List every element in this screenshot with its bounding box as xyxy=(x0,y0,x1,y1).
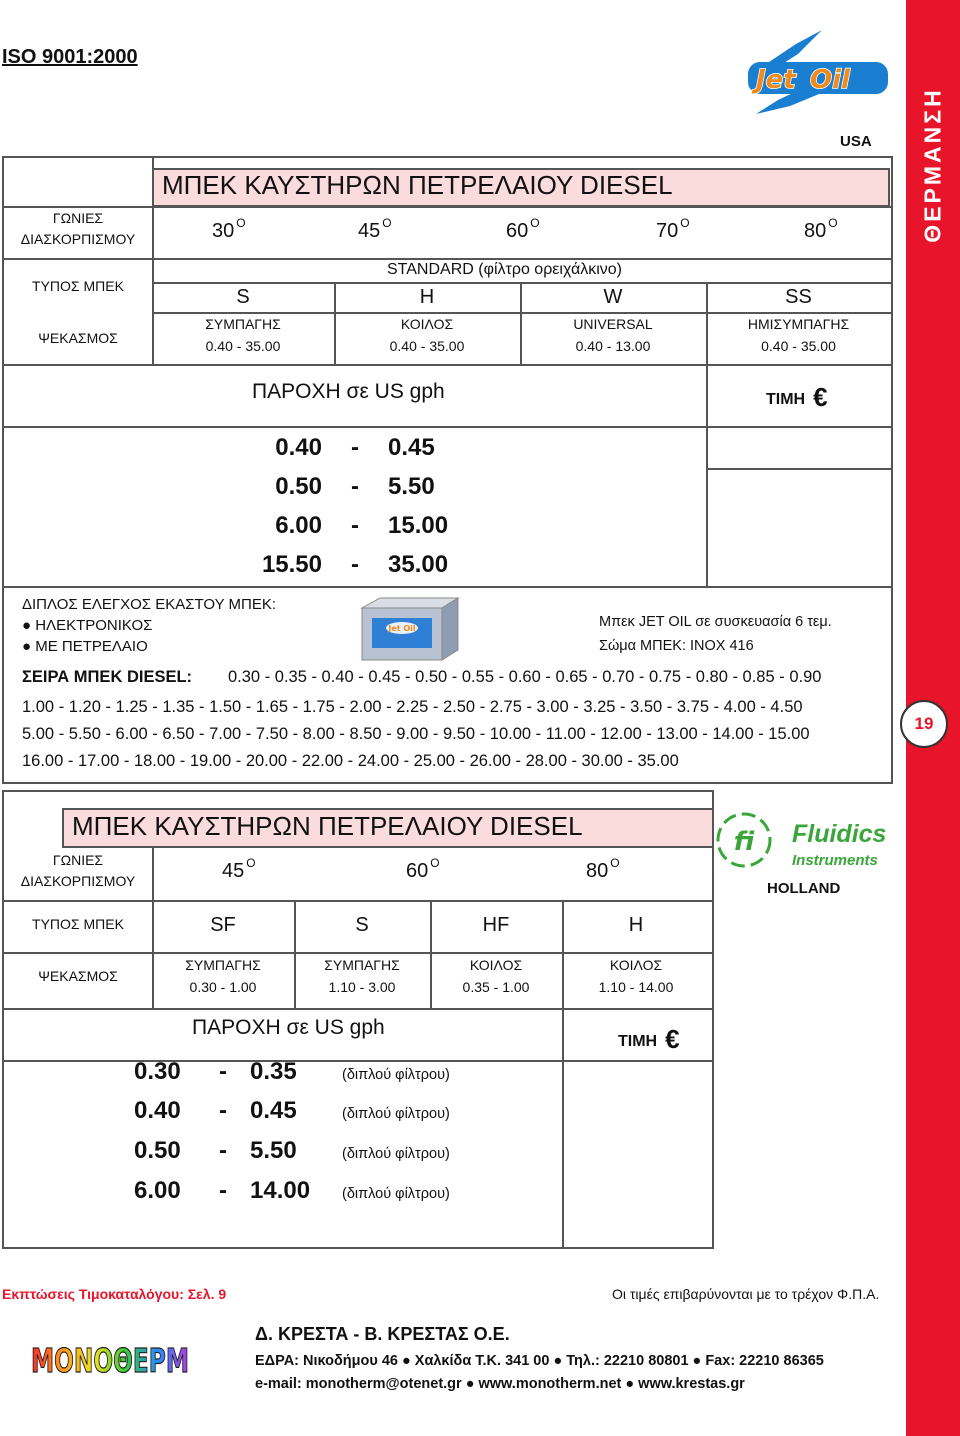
type-label: ΤΥΠΟΣ ΜΠΕΚ xyxy=(32,916,124,932)
angle-60: 60 $^O$ xyxy=(406,856,440,882)
type-s: S xyxy=(236,286,250,308)
spray-sf: ΣΥΜΠΑΓΗΣ 0.30 - 1.00 xyxy=(185,957,261,995)
spray-s: ΣΥΜΠΑΓΗΣ 1.10 - 3.00 xyxy=(324,957,400,995)
check-block: ΔΙΠΛΟΣ ΕΛΕΓΧΟΣ ΕΚΑΣΤΟΥ ΜΠΕΚ: ● ΗΛΕΚΤΡΟΝΙΚΟΣ ● ΜΕ ΠΕΤΡΕΛΑΙΟ xyxy=(22,596,277,655)
price-header: ΤΙΜΗ € xyxy=(766,382,828,412)
type-label: ΤΥΠΟΣ ΜΠΕΚ xyxy=(32,278,124,294)
angle-80: 80 $^O$ xyxy=(586,856,620,882)
company-address: ΕΔΡΑ: Νικοδήμου 46 ● Χαλκίδα Τ.Κ. 341 00 ● Τηλ.: 22210 80801 ● Fax: 22210 86365 xyxy=(255,1353,824,1369)
spray-hf: ΚΟΙΛΟΣ 0.35 - 1.00 xyxy=(462,957,530,995)
fluidics-country: HOLLAND xyxy=(767,880,841,897)
package-image xyxy=(358,596,462,664)
spray-label: ΨΕΚΑΣΜΟΣ xyxy=(38,330,118,346)
type-sf: SF xyxy=(210,914,236,936)
iso-cert: ISO 9001:2000 xyxy=(2,46,138,68)
type-h: H xyxy=(419,286,435,308)
spray-ss: ΗΜΙΣΥΜΠΑΓΗΣ 0.40 - 35.00 xyxy=(747,316,850,354)
series-line: 5.00 - 5.50 - 6.00 - 6.50 - 7.00 - 7.50 - 8.00 - 8.50 - 9.00 - 9.50 - 10.00 - 11.00 - 12.00 - 13.00 - 14.00 - 15.00 xyxy=(22,725,810,743)
type-ss: SS xyxy=(785,286,812,308)
spray-w: UNIVERSAL 0.40 - 13.00 xyxy=(573,316,653,354)
svg-text:Jet: Jet xyxy=(756,65,796,95)
angle-label: ΓΩΝΙΕΣ ΔΙΑΣΚΟΡΠΙΣΜΟΥ xyxy=(20,852,136,889)
jet-oil-logo xyxy=(738,26,898,126)
discounts-note: Εκπτώσεις Τιμοκαταλόγου: Σελ. 9 xyxy=(2,1286,227,1302)
fluidics-brand: Fluidics xyxy=(792,820,887,848)
svg-text:Oil: Oil xyxy=(810,65,850,95)
side-tab-label: ΘΕΡΜΑΝΣΗ xyxy=(919,87,946,243)
angle-45: 45 $^O$ xyxy=(222,856,256,882)
angle-80: 80 $^O$ xyxy=(804,216,838,242)
company-name: Δ. ΚΡΕΣΤΑ - Β. ΚΡΕΣΤΑΣ Ο.Ε. xyxy=(255,1324,510,1344)
angle-60: 60 $^O$ xyxy=(506,216,540,242)
bullet-icon: ● xyxy=(22,638,36,655)
type-s: S xyxy=(355,914,369,936)
svg-text:fi: fi xyxy=(733,827,755,857)
spray-h: ΚΟΙΛΟΣ 0.40 - 35.00 xyxy=(389,316,465,354)
spray-s: ΣΥΜΠΑΓΗΣ 0.40 - 35.00 xyxy=(205,316,281,354)
angle-45: 45 $^O$ xyxy=(358,216,392,242)
spray-label: ΨΕΚΑΣΜΟΣ xyxy=(38,968,118,984)
flow-header: ΠΑΡΟΧΗ σε US gph xyxy=(252,380,445,403)
spray-h: ΚΟΙΛΟΣ 1.10 - 14.00 xyxy=(598,957,674,995)
vat-note: Οι τιμές επιβαρύνονται με το τρέχον Φ.Π.Α. xyxy=(612,1286,880,1302)
fluidics-brand-sub: Instruments xyxy=(792,852,878,869)
jet-oil-table xyxy=(2,156,893,784)
type-hf: HF xyxy=(482,914,510,936)
type-h: H xyxy=(628,914,644,936)
svg-text:ΜΟΝΟΘΕΡΜ: ΜΟΝΟΘΕΡΜ xyxy=(31,1341,189,1380)
flow-header: ΠΑΡΟΧΗ σε US gph xyxy=(192,1016,385,1039)
monotherm-logo xyxy=(28,1334,192,1384)
series-line: 16.00 - 17.00 - 18.00 - 19.00 - 20.00 - 22.00 - 24.00 - 25.00 - 26.00 - 28.00 - 30.00 - 35.00 xyxy=(22,752,679,770)
svg-text:Jet Oil: Jet Oil xyxy=(388,624,416,633)
series-line: 1.00 - 1.20 - 1.25 - 1.35 - 1.50 - 1.65 - 1.75 - 2.00 - 2.25 - 2.50 - 2.75 - 3.00 - 3.25 - 3.50 - 3.75 - 4.00 - 4.50 xyxy=(22,698,803,716)
type-w: W xyxy=(603,286,623,308)
angle-70: 70 $^O$ xyxy=(656,216,690,242)
series-line: 0.30 - 0.35 - 0.40 - 0.45 - 0.50 - 0.55 - 0.60 - 0.65 - 0.70 - 0.75 - 0.80 - 0.85 - 0.90 xyxy=(228,668,822,686)
angle-30: 30 $^O$ xyxy=(212,216,246,242)
standard-label: STANDARD (φίλτρο ορειχάλκινο) xyxy=(387,261,622,278)
jet-oil-country: USA xyxy=(840,133,872,150)
jet-oil-title: ΜΠΕΚ ΚΑΥΣΤΗΡΩΝ ΠΕΤΡΕΛΑΙΟΥ DIESEL xyxy=(162,170,673,200)
price-header: ΤΙΜΗ € xyxy=(618,1024,680,1054)
page-number: 19 xyxy=(900,700,948,748)
package-notes: Μπεκ JET OIL σε συσκευασία 6 τεμ. Σώμα ΜΠΕΚ: INOX 416 xyxy=(599,614,832,654)
company-web: e-mail: monotherm@otenet.gr ● www.monotherm.net ● www.krestas.gr xyxy=(255,1376,745,1392)
series-label: ΣΕΙΡΑ ΜΠΕΚ DIESEL: xyxy=(22,668,193,686)
fluidics-title: ΜΠΕΚ ΚΑΥΣΤΗΡΩΝ ΠΕΤΡΕΛΑΙΟΥ DIESEL xyxy=(72,811,583,841)
bullet-icon: ● xyxy=(22,617,36,634)
angle-label: ΓΩΝΙΕΣ ΔΙΑΣΚΟΡΠΙΣΜΟΥ xyxy=(20,210,136,247)
